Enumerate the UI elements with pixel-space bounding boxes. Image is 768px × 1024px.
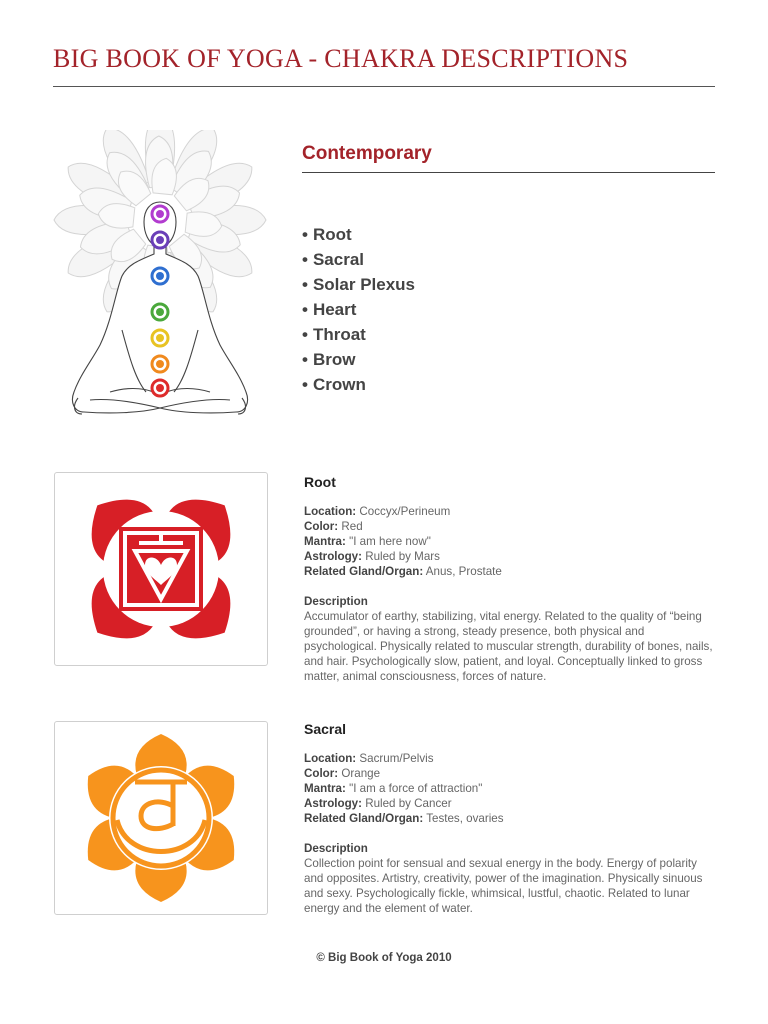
chakra-dot-center [156, 272, 164, 280]
astrology-row: Astrology: Ruled by Cancer [304, 797, 452, 810]
contemporary-divider [302, 172, 715, 173]
chakra-dot-center [156, 308, 164, 316]
color-row: Color: Red [304, 520, 363, 533]
description-label: Description [304, 842, 368, 855]
chakra-list [302, 222, 415, 397]
list-item: • Root [302, 225, 352, 244]
root-section [304, 474, 719, 684]
color-row: Color: Orange [304, 767, 381, 780]
chakra-dot-center [156, 384, 164, 392]
chakra-dot-center [156, 236, 164, 244]
list-item: • Heart [302, 300, 357, 319]
gland-organ-row: Related Gland/Organ: Anus, Prostate [304, 565, 502, 578]
description-label: Description [304, 595, 368, 608]
mantra-row: Mantra: "I am here now" [304, 535, 431, 548]
list-item: • Solar Plexus [302, 275, 416, 294]
astrology-row: Astrology: Ruled by Mars [304, 550, 440, 563]
contemporary-heading: Contemporary [302, 143, 432, 164]
description-text: Collection point for sensual and sexual energy in the body. Energy of polarity and opposites. Artistry, creativity, power of the imagination. Physically sinuous and sexy. Psychologically fickle, whimsical, lustful, chaotic. Related to lunar energy and the element of water. [304, 857, 703, 915]
location-row: Location: Sacrum/Pelvis [304, 752, 434, 765]
chakra-dot-center [156, 360, 164, 368]
chakra-dot-center [156, 334, 164, 342]
list-item: • Crown [302, 375, 366, 394]
list-item: • Throat [302, 325, 366, 344]
copyright-footer: © Big Book of Yoga 2010 [316, 952, 452, 964]
mantra-row: Mantra: "I am a force of attraction" [304, 782, 483, 795]
sacral-section [304, 721, 719, 916]
list-item: • Brow [302, 350, 356, 369]
description-text: Accumulator of earthy, stabilizing, vital energy. Related to the quality of “being grounded”, or having a strong, steady presence, both physical and psychological. Physically related to muscular strength, durability of bones, nails, and hair. Psychologically slow, patient, and loyal. Conceptually linked to gross matter, animal consciousness, forces of nature. [304, 610, 713, 683]
chakra-dot-center [156, 210, 164, 218]
root-symbol-panel [54, 472, 268, 666]
section-title: Root [304, 474, 336, 490]
meditation-figure-illustration [50, 130, 270, 425]
list-item: • Sacral [302, 250, 364, 269]
title-divider [53, 86, 715, 87]
section-title: Sacral [304, 721, 347, 737]
location-row: Location: Coccyx/Perineum [304, 505, 451, 518]
page-title: BIG BOOK OF YOGA - CHAKRA DESCRIPTIONS [53, 44, 629, 73]
sacral-symbol-panel [54, 721, 268, 915]
sacral-chakra-icon [55, 722, 267, 914]
gland-organ-row: Related Gland/Organ: Testes, ovaries [304, 812, 504, 825]
root-chakra-icon [55, 473, 267, 665]
